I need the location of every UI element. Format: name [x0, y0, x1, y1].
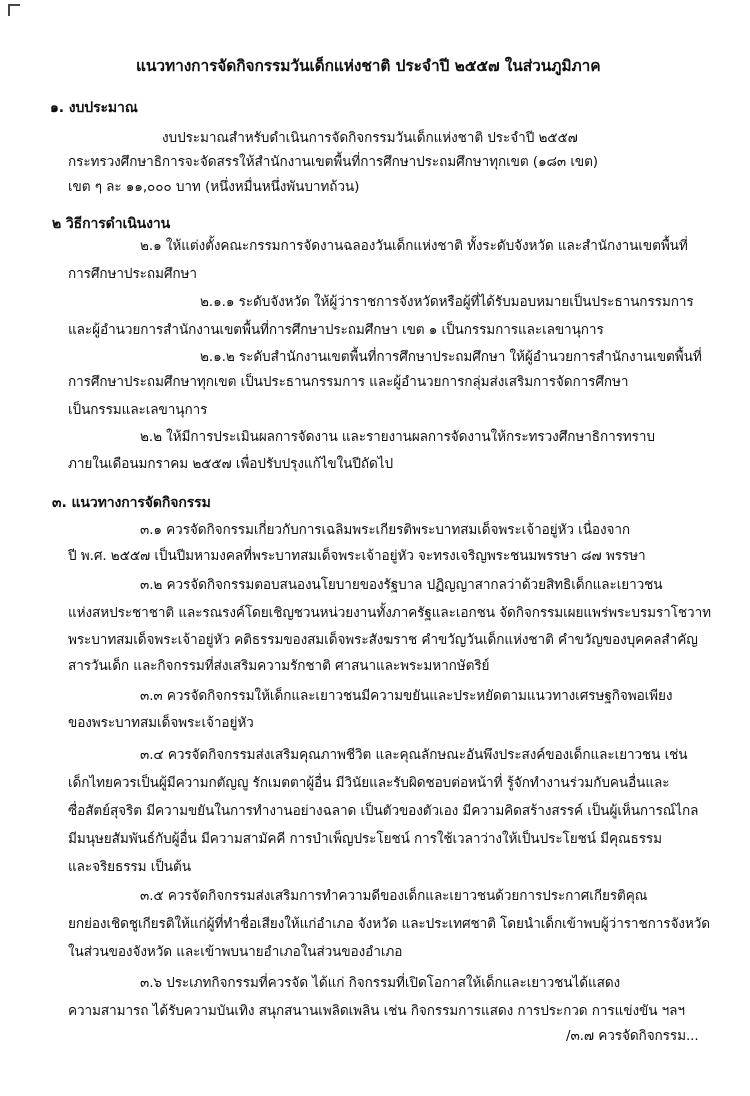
body-line: ๒.๒ ให้มีการประเมินผลการจัดงาน และรายงานผลการจัดงานให้กระทรวงศึกษาธิการทราบ: [140, 429, 655, 445]
body-line: ๓.๒ ควรจัดกิจกรรมตอบสนองนโยบายของรัฐบาล ปฏิญญาสากลว่าด้วยสิทธิเด็กและเยาวชน: [140, 577, 663, 593]
continuation-note: /๓.๗ ควรจัดกิจกรรม...: [566, 1028, 699, 1044]
body-line: การศึกษาประถมศึกษา: [68, 266, 197, 282]
body-line: งบประมาณสำหรับดำเนินการจัดกิจกรรมวันเด็กแห่งชาติ ประจำปี ๒๕๕๗: [162, 130, 578, 146]
body-line: มีมนุษยสัมพันธ์กับผู้อื่น มีความสามัคคี การบำเพ็ญประโยชน์ การใช้เวลาว่างให้เป็นประโยชน์ มีคุณธรรม: [68, 831, 662, 847]
body-line: ปี พ.ศ. ๒๕๕๗ เป็นปีมหามงคลที่พระบาทสมเด็จพระเจ้าอยู่หัว จะทรงเจริญพระชนมพรรษา ๘๗ พรรษา: [68, 548, 646, 564]
body-line: และจริยธรรม เป็นต้น: [68, 859, 191, 875]
body-line: ๓.๕ ควรจัดกิจกรรมส่งเสริมการทำความดีของเด็กและเยาวชนด้วยการประกาศเกียรติคุณ: [140, 888, 648, 904]
body-line: ๒.๑ ให้แต่งตั้งคณะกรรมการจัดงานฉลองวันเด็กแห่งชาติ ทั้งระดับจังหวัด และสำนักงานเขตพื้นที่: [140, 238, 688, 254]
body-line: การศึกษาประถมศึกษาทุกเขต เป็นประธานกรรมการ และผู้อำนวยการกลุ่มส่งเสริมการจัดการศึกษา: [68, 374, 629, 390]
body-line: ภายในเดือนมกราคม ๒๕๕๗ เพื่อปรับปรุงแก้ไขในปีถัดไป: [68, 456, 394, 472]
body-line: ซื่อสัตย์สุจริต มีความขยันในการทำงานอย่างฉลาด เป็นตัวของตัวเอง มีความคิดสร้างสรรค์ เป็นผู้เห็นการณ์ไกล: [68, 803, 699, 819]
body-line: ความสามารถ ได้รับความบันเทิง สนุกสนานเพลิดเพลิน เช่น กิจกรรมการแสดง การประกวด การแข่งขัน ฯลฯ: [68, 1003, 685, 1019]
body-line: กระทรวงศึกษาธิการจะจัดสรรให้สำนักงานเขตพื้นที่การศึกษาประถมศึกษาทุกเขต (๑๘๓ เขต): [68, 154, 599, 170]
body-line: พระบาทสมเด็จพระเจ้าอยู่หัว คติธรรมของสมเด็จพระสังฆราช คำขวัญวันเด็กแห่งชาติ คำขวัญของบุคคลสำคัญ: [68, 632, 698, 648]
body-line: ๒.๑.๒ ระดับสำนักงานเขตพื้นที่การศึกษาประถมศึกษา ให้ผู้อำนวยการสำนักงานเขตพื้นที่: [200, 349, 702, 365]
body-line: สารวันเด็ก และกิจกรรมที่ส่งเสริมความรักชาติ ศาสนาและพระมหากษัตริย์: [68, 658, 490, 674]
body-line: ๓.๖ ประเภทกิจกรรมที่ควรจัด ได้แก่ กิจกรรมที่เปิดโอกาสให้เด็กและเยาวชนได้แสดง: [140, 975, 621, 991]
section-heading-budget: ๑. งบประมาณ: [50, 100, 138, 116]
body-line: แห่งสหประชาชาติ และรณรงค์โดยเชิญชวนหน่วยงานทั้งภาครัฐและเอกชน จัดกิจกรรมเผยแพร่พระบรมราโชวาท: [68, 605, 711, 621]
body-line: ยกย่องเชิดชูเกียรติให้แก่ผู้ที่ทำชื่อเสียงให้แก่อำเภอ จังหวัด และประเทศชาติ โดยนำเด็กเข้าพบผู้ว่าราชการจังหวัด: [68, 916, 710, 932]
body-line: ๓.๓ ควรจัดกิจกรรมให้เด็กและเยาวชนมีความขยันและประหยัดตามแนวทางเศรษฐกิจพอเพียง: [140, 688, 673, 704]
body-line: ในส่วนของจังหวัด และเข้าพบนายอำเภอในส่วนของอำเภอ: [68, 944, 403, 960]
body-line: เขต ๆ ละ ๑๑,๐๐๐ บาท (หนึ่งหมื่นหนึ่งพันบาทถ้วน): [68, 179, 360, 195]
body-line: ๒.๑.๑ ระดับจังหวัด ให้ผู้ว่าราชการจังหวัดหรือผู้ที่ได้รับมอบหมายเป็นประธานกรรมการ: [200, 294, 694, 310]
body-line: เป็นกรรมและเลขานุการ: [68, 402, 208, 418]
scan-corner-mark: [8, 4, 20, 16]
document-title: แนวทางการจัดกิจกรรมวันเด็กแห่งชาติ ประจำปี ๒๕๕๗ ในส่วนภูมิภาค: [136, 57, 601, 75]
body-line: เด็กไทยควรเป็นผู้มีความกตัญญู รักเมตตาผู้อื่น มีวินัยและรับผิดชอบต่อหน้าที่ รู้จักทำงานร่วมกับคนอื่นและ: [68, 775, 670, 791]
body-line: ๓.๑ ควรจัดกิจกรรมเกี่ยวกับการเฉลิมพระเกียรติพระบาทสมเด็จพระเจ้าอยู่หัว เนื่องจาก: [140, 522, 631, 538]
body-line: และผู้อำนวยการสำนักงานเขตพื้นที่การศึกษาประถมศึกษา เขต ๑ เป็นกรรมการและเลขานุการ: [68, 322, 604, 338]
section-heading-procedure: ๒ วิธีการดำเนินงาน: [52, 216, 171, 232]
body-line: ๓.๔ ควรจัดกิจกรรมส่งเสริมคุณภาพชีวิต และคุณลักษณะอันพึงประสงค์ของเด็กและเยาวชน เช่น: [140, 747, 688, 763]
body-line: ของพระบาทสมเด็จพระเจ้าอยู่หัว: [68, 715, 254, 731]
section-heading-activities: ๓. แนวทางการจัดกิจกรรม: [52, 495, 211, 511]
